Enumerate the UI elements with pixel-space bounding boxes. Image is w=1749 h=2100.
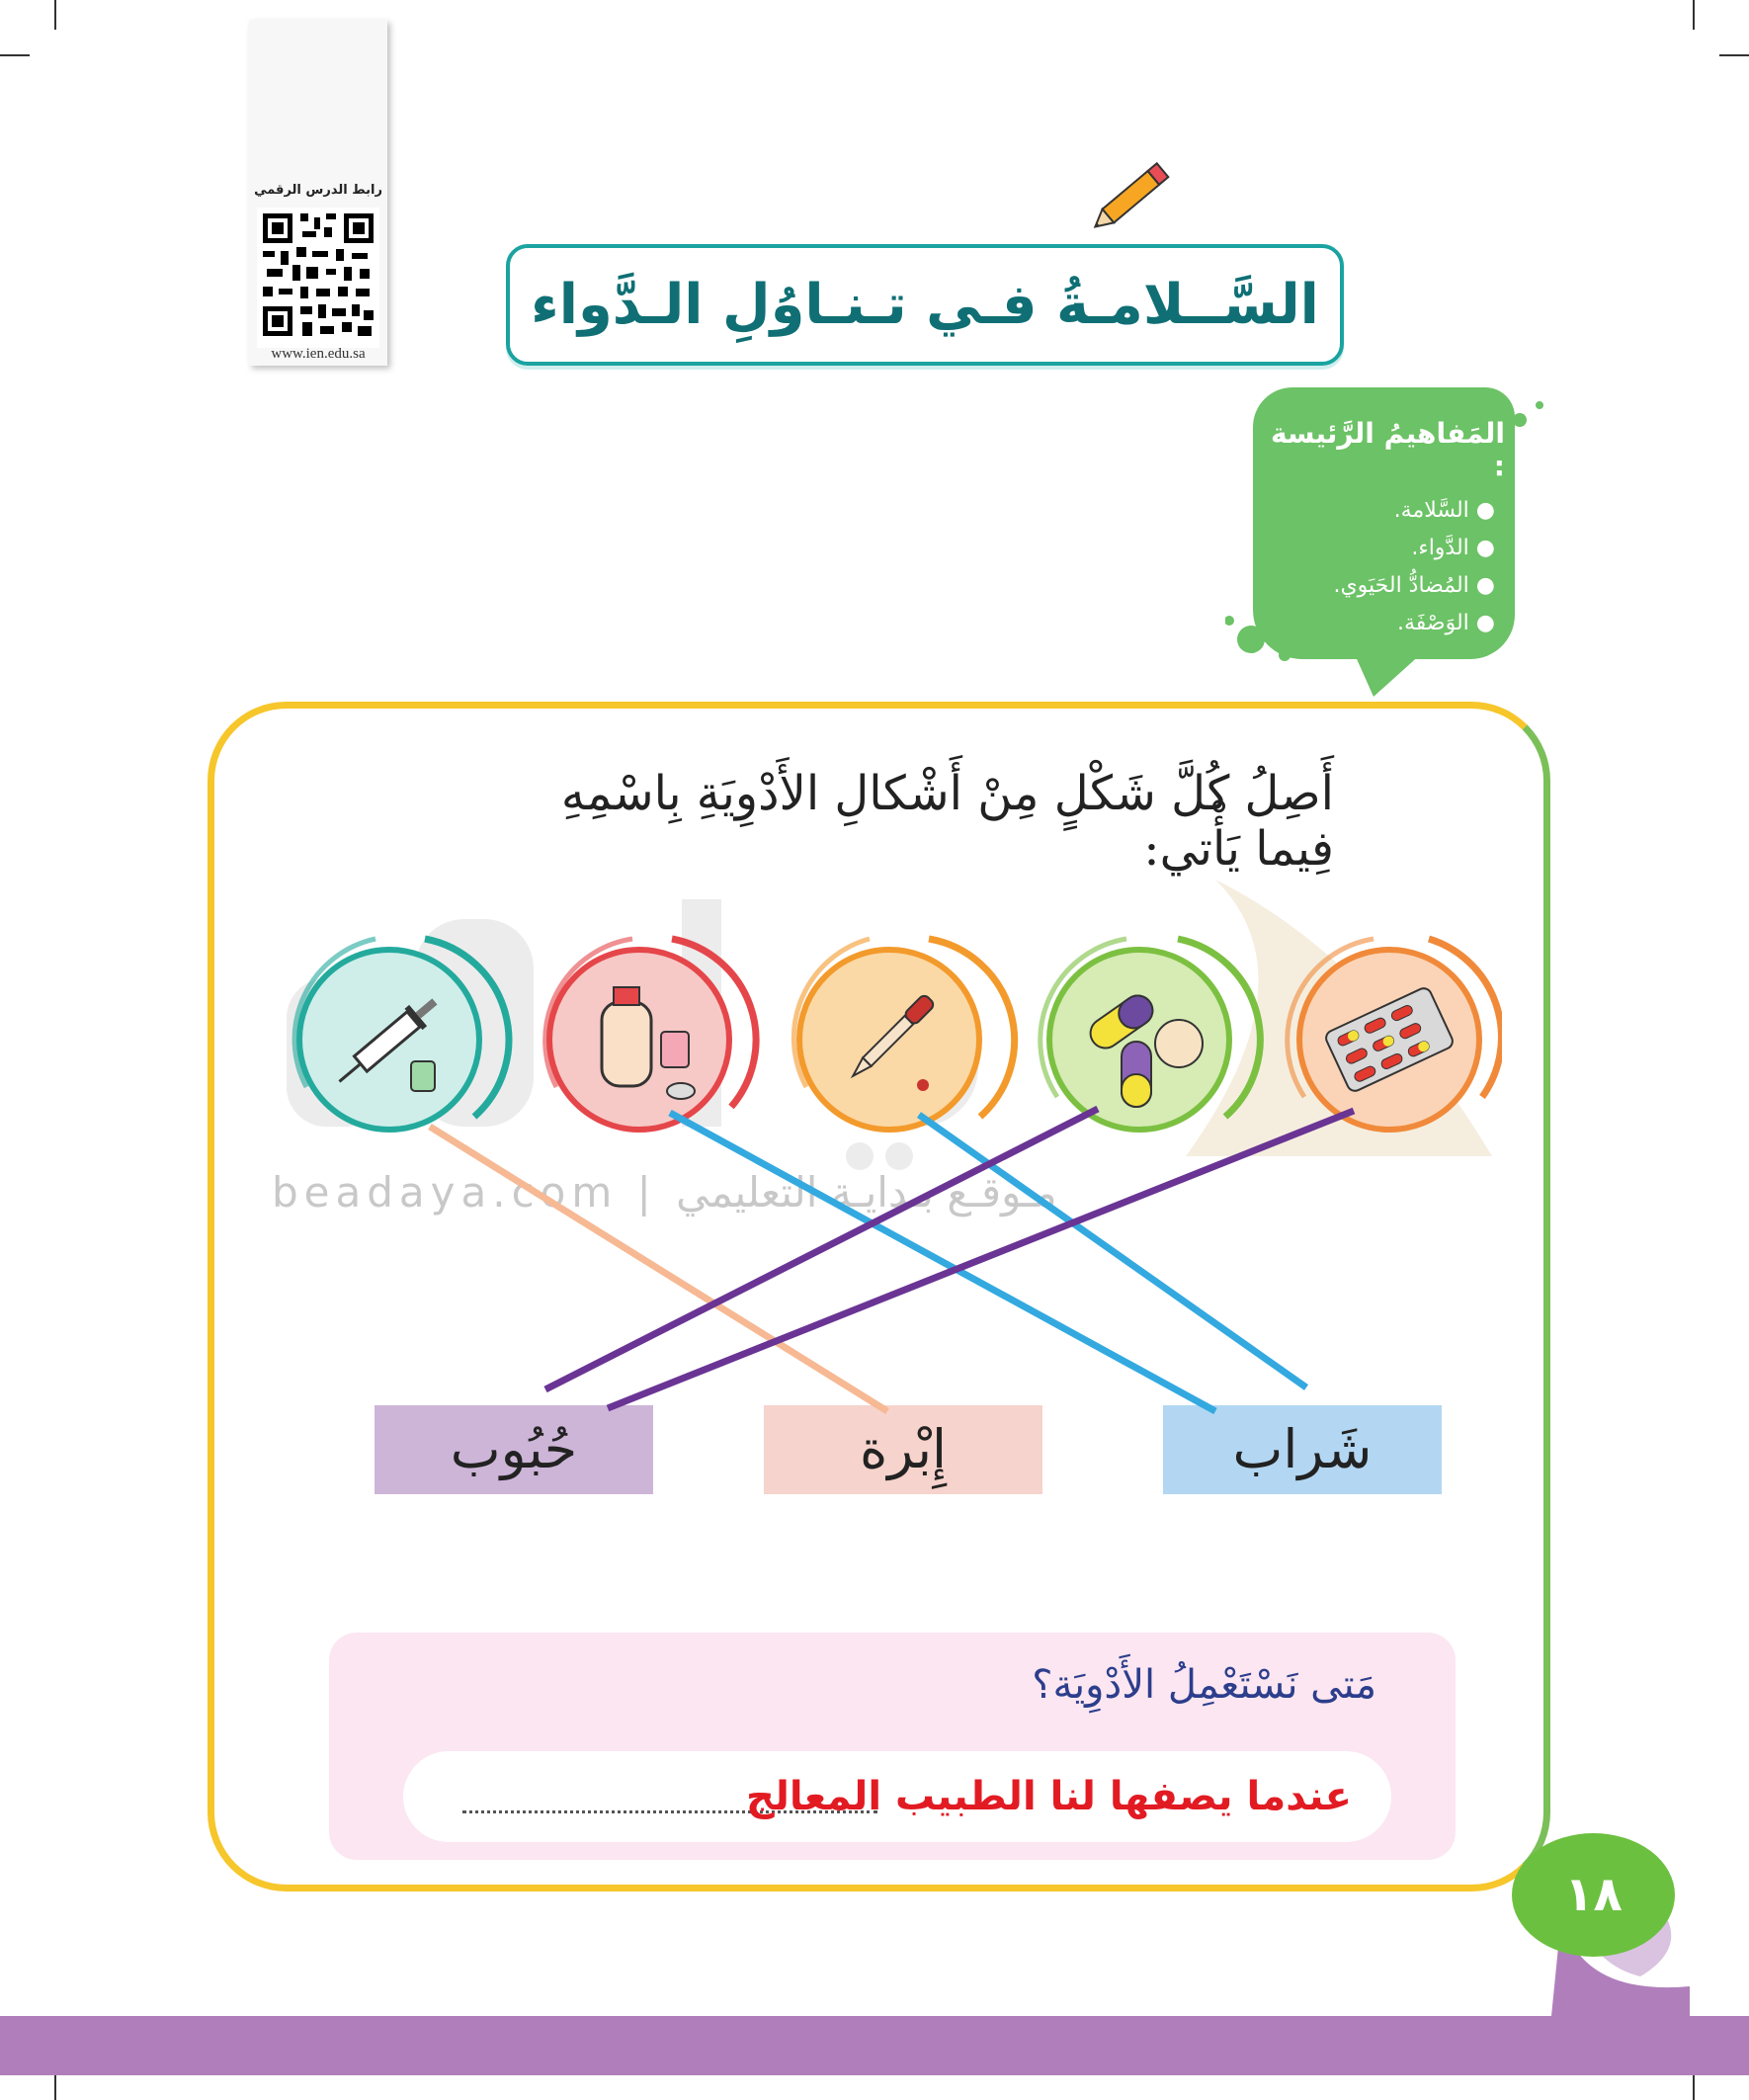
qr-url[interactable]: www.ien.edu.sa <box>271 346 366 362</box>
label-injection[interactable]: إِبْرة <box>764 1405 1042 1494</box>
line-syringe-injection <box>430 1127 887 1411</box>
activity-instruction: أَصِلُ كُلَّ شَكْلٍ مِنْ أَشْكالِ الأَدْوِيَةِ بِاسْمِهِ فِيما يَأْتي: <box>560 766 1334 877</box>
question-panel <box>329 1633 1456 1860</box>
page-number: ١٨ <box>1564 1867 1623 1922</box>
concept-item: ● المُضادُّ الحَيَوي. <box>1333 573 1495 598</box>
key-concepts-title: المَفاهيمُ الرَّئيسة : <box>1270 417 1505 482</box>
qr-label: رابط الدرس الرقمي <box>254 183 382 198</box>
watermark-text: beadaya.com | مـوقـع بـدايـة التعليمي <box>272 1168 1057 1217</box>
answer-text: عندما يصفها لنا الطبيب المعالج <box>746 1774 1352 1819</box>
answer-field[interactable] <box>403 1751 1391 1842</box>
label-syrup[interactable]: شَراب <box>1163 1405 1442 1494</box>
concept-item: ● السَّلامة. <box>1393 498 1495 523</box>
concept-item: ● الدَّواء. <box>1411 536 1495 560</box>
label-pills[interactable]: حُبُوب <box>375 1405 653 1494</box>
concept-item: ● الوَصْفَة. <box>1397 611 1495 635</box>
question-text: مَتى نَسْتَعْمِلُ الأَدْوِيَة؟ <box>1032 1662 1376 1708</box>
lesson-title: السَّــلامـةُ فـي تـنـاوُلِ الـدَّواء <box>531 273 1319 337</box>
page-number-badge <box>1512 1833 1675 1957</box>
